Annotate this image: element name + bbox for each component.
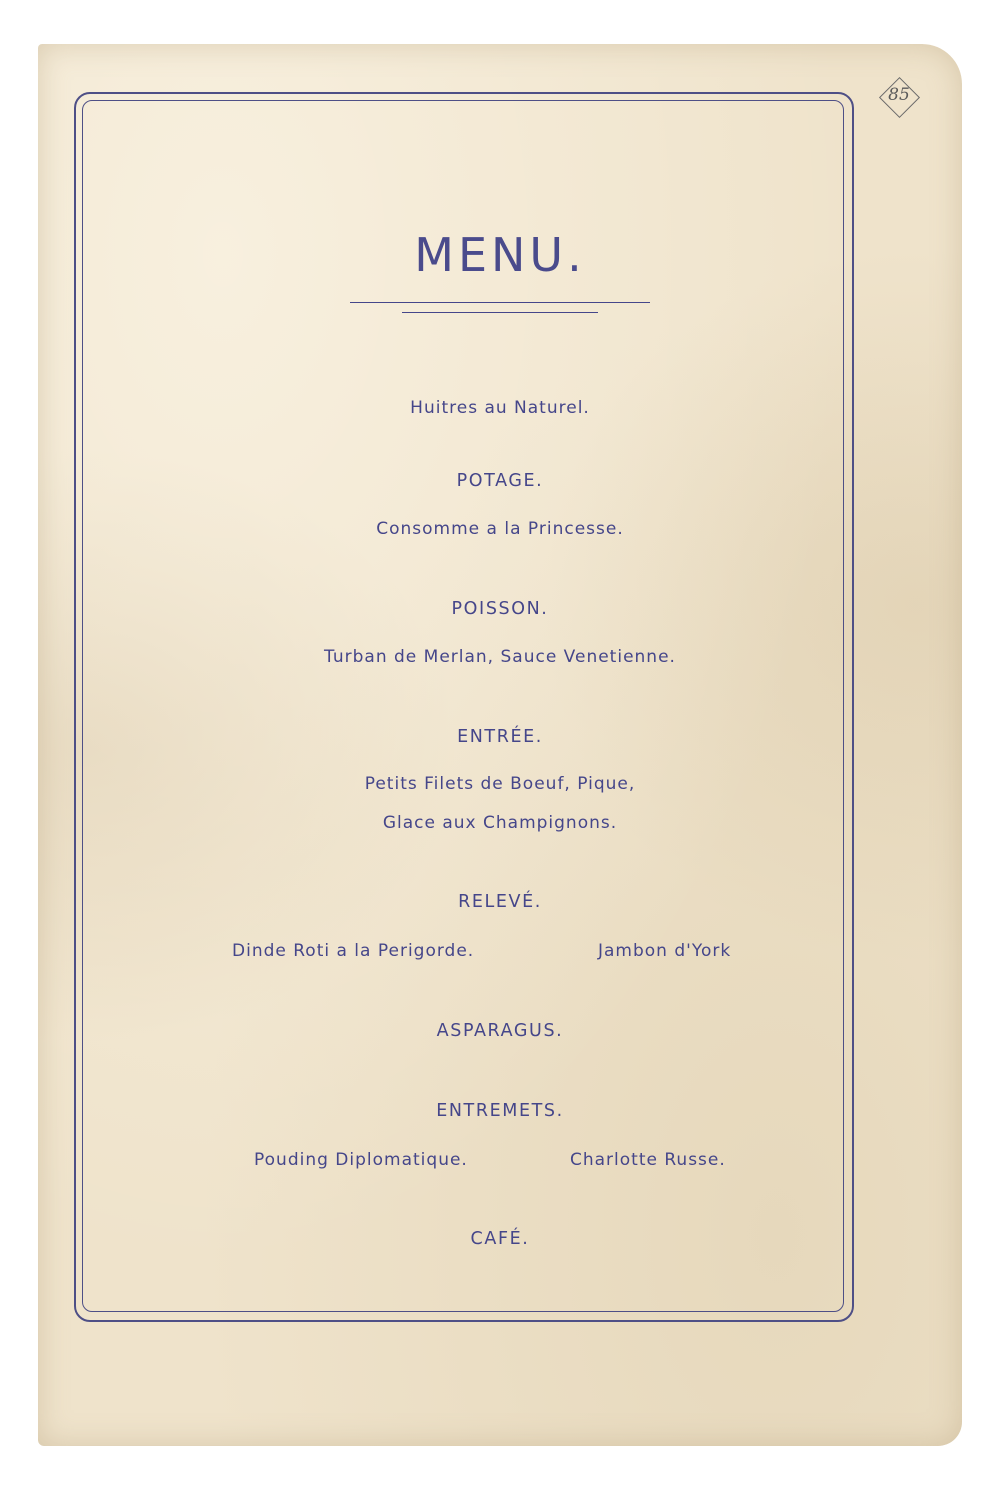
releve-heading: RELEVÉ. — [458, 892, 542, 912]
poisson-dish: Turban de Merlan, Sauce Venetienne. — [324, 647, 676, 667]
starter-dish: Huitres au Naturel. — [410, 398, 590, 418]
cafe-heading: CAFÉ. — [470, 1229, 530, 1249]
poisson-heading: POISSON. — [451, 599, 549, 619]
releve-dish-right: Jambon d'York — [598, 941, 732, 961]
catalog-number-stamp — [878, 76, 920, 118]
entremets-heading: ENTREMETS. — [436, 1101, 564, 1121]
title-rule-short — [402, 312, 598, 313]
entree-dish-line2: Glace aux Champignons. — [382, 813, 618, 833]
potage-heading: POTAGE. — [456, 471, 544, 491]
entree-heading: ENTRÉE. — [457, 727, 543, 747]
menu-title: MENU. — [414, 228, 586, 282]
title-rule-long — [350, 302, 650, 303]
entree-dish-line1: Petits Filets de Boeuf, Pique, — [364, 774, 636, 794]
releve-dish-left: Dinde Roti a la Perigorde. — [232, 941, 475, 961]
entremets-dish-right: Charlotte Russe. — [570, 1150, 726, 1170]
potage-dish: Consomme a la Princesse. — [376, 519, 624, 539]
stamp-number: 85 — [888, 85, 910, 105]
entremets-dish-left: Pouding Diplomatique. — [254, 1150, 468, 1170]
asparagus-heading: ASPARAGUS. — [436, 1021, 564, 1041]
